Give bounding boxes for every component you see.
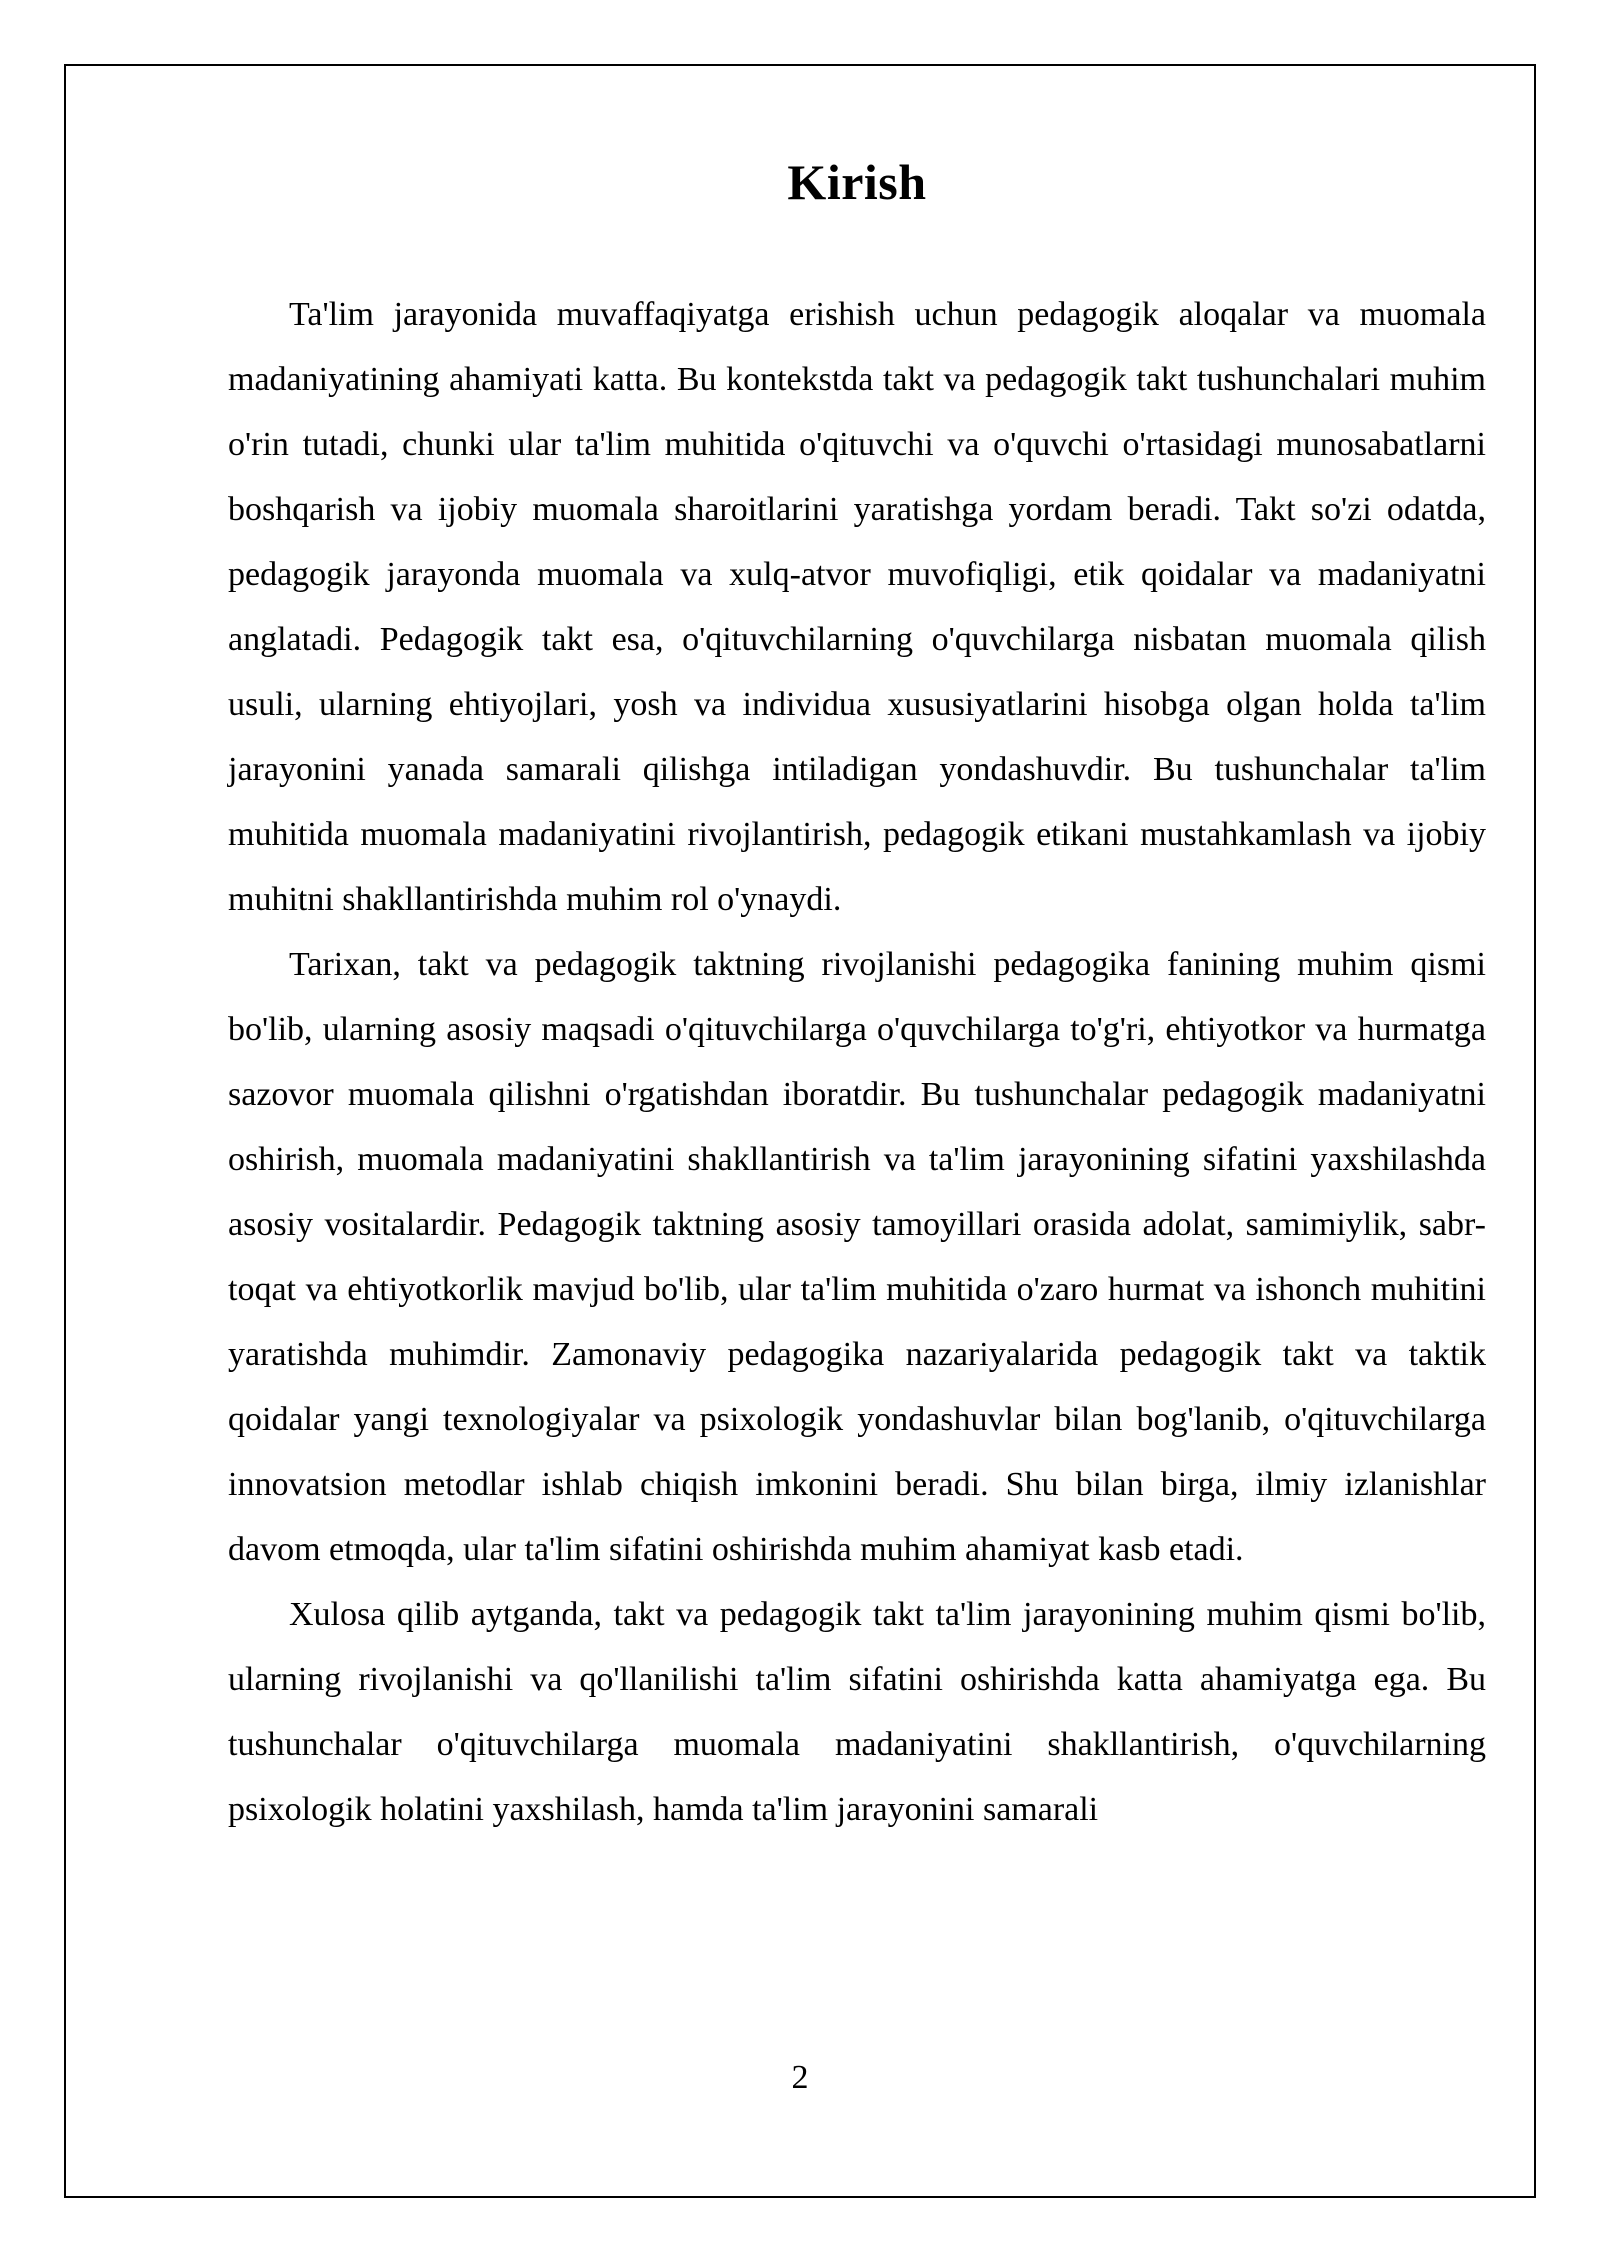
document-content [228, 150, 1486, 1842]
paragraph-3: Xulosa qilib aytganda, takt va pedagogik takt ta'lim jarayonining muhim qismi bo'lib, ularning rivojlanishi va qo'llanilishi ta'lim sifatini oshirishda katta ahamiyatga ega. Bu tushunchalar o'qituvchilarga muomala madaniyatini shakllantirish, o'quvchilarning psixologik holatini yaxshilash, hamda ta'lim jarayonini samarali [228, 1596, 1486, 1828]
page-number: 2 [791, 2059, 809, 2096]
paragraph-2: Tarixan, takt va pedagogik taktning rivojlanishi pedagogika fanining muhim qismi bo'lib, ularning asosiy maqsadi o'qituvchilarga o'quvchilarga to'g'ri, ehtiyotkor va hurmatga sazovor muomala qilishni o'rgatishdan iboratdir. Bu tushunchalar pedagogik madaniyatni oshirish, muomala madaniyatini shakllantirish va ta'lim jarayonining sifatini yaxshilashda asosiy vositalardir. Pedagogik taktning asosiy tamoyillari orasida adolat, samimiylik, sabr-toqat va ehtiyotkorlik mavjud bo'lib, ular ta'lim muhitida o'zaro hurmat va ishonch muhitini yaratishda muhimdir. Zamonaviy pedagogika nazariyalarida pedagogik takt va taktik qoidalar yangi texnologiyalar va psixologik yondashuvlar bilan bog'lanib, o'qituvchilarga innovatsion metodlar ishlab chiqish imkonini beradi. Shu bilan birga, ilmiy izlanishlar davom etmoqda, ular ta'lim sifatini oshirishda muhim ahamiyat kasb etadi. [228, 946, 1486, 1568]
document-body [228, 282, 1486, 1842]
paragraph-1: Ta'lim jarayonida muvaffaqiyatga erishish uchun pedagogik aloqalar va muomala madaniyatining ahamiyati katta. Bu kontekstda takt va pedagogik takt tushunchalari muhim o'rin tutadi, chunki ular ta'lim muhitida o'qituvchi va o'quvchi o'rtasidagi munosabatlarni boshqarish va ijobiy muomala sharoitlarini yaratishga yordam beradi. Takt so'zi odatda, pedagogik jarayonda muomala va xulq-atvor muvofiqligi, etik qoidalar va madaniyatni anglatadi. Pedagogik takt esa, o'qituvchilarning o'quvchilarga nisbatan muomala qilish usuli, ularning ehtiyojlari, yosh va individua xususiyatlarini hisobga olgan holda ta'lim jarayonini yanada samarali qilishga intiladigan yondashuvdir. Bu tushunchalar ta'lim muhitida muomala madaniyatini rivojlantirish, pedagogik etikani mustahkamlash va ijobiy muhitni shakllantirishda muhim rol o'ynaydi. [228, 296, 1486, 918]
page-title: Kirish [787, 154, 927, 210]
